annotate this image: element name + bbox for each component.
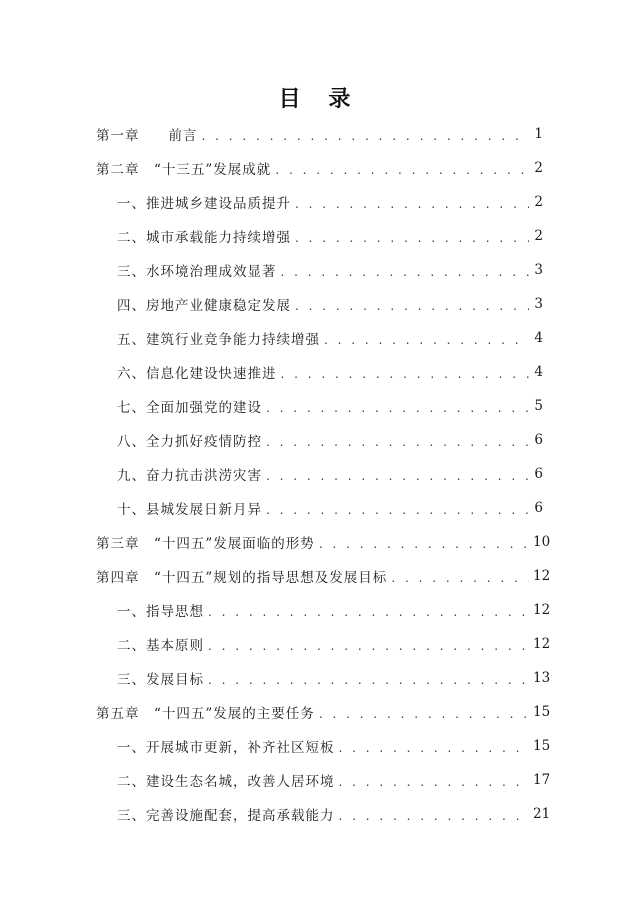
toc-entry-section[interactable] bbox=[96, 627, 551, 661]
toc-page-number: 1 bbox=[534, 126, 543, 142]
toc-page-number: 10 bbox=[533, 534, 551, 550]
toc-entry-text: 十、县城发展日新月异 bbox=[117, 502, 262, 518]
toc-page-number: 3 bbox=[534, 262, 543, 278]
toc-leader-dots bbox=[339, 776, 530, 788]
toc-entry-section[interactable] bbox=[96, 491, 543, 525]
toc-leader-dots bbox=[295, 300, 529, 312]
toc-entry-section[interactable] bbox=[96, 729, 551, 763]
toc-entry-text: 二、建设生态名城，改善人居环境 bbox=[117, 774, 335, 790]
toc-page-number: 12 bbox=[533, 568, 551, 584]
toc-entry-chapter-2[interactable] bbox=[96, 151, 543, 185]
toc-entry-text: 第四章 “十四五”规划的指导思想及发展目标 bbox=[96, 570, 388, 586]
toc-entry-text: 第二章 “十三五”发展成就 bbox=[96, 162, 272, 178]
toc-entry-section[interactable] bbox=[96, 219, 543, 253]
toc-entry-chapter-4[interactable] bbox=[96, 559, 551, 593]
toc-leader-dots bbox=[295, 198, 529, 210]
toc-leader-dots bbox=[266, 436, 529, 448]
toc-entry-section[interactable] bbox=[96, 355, 543, 389]
toc-entry-text: 三、完善设施配套，提高承载能力 bbox=[117, 808, 335, 824]
toc-page-number: 2 bbox=[534, 160, 543, 176]
toc-entry-text: 六、信息化建设快速推进 bbox=[117, 366, 277, 382]
toc-entry-section[interactable] bbox=[96, 287, 543, 321]
toc-entry-text: 一、推进城乡建设品质提升 bbox=[117, 196, 291, 212]
toc-page-number: 17 bbox=[533, 772, 551, 788]
table-of-contents bbox=[96, 117, 551, 831]
toc-entry-text: 二、基本原则 bbox=[117, 638, 204, 654]
toc-leader-dots bbox=[281, 368, 530, 380]
toc-leader-dots bbox=[319, 708, 529, 720]
toc-entry-section[interactable] bbox=[96, 797, 551, 831]
toc-entry-text: 五、建筑行业竞争能力持续增强 bbox=[117, 332, 320, 348]
toc-page-number: 12 bbox=[533, 636, 551, 652]
toc-entry-text: 第三章 “十四五”发展面临的形势 bbox=[96, 536, 315, 552]
toc-page-number: 2 bbox=[534, 194, 543, 210]
toc-leader-dots bbox=[319, 538, 529, 550]
toc-page-number: 15 bbox=[533, 704, 551, 720]
toc-page-number: 2 bbox=[534, 228, 543, 244]
toc-entry-section[interactable] bbox=[96, 389, 543, 423]
toc-leader-dots bbox=[295, 232, 529, 244]
toc-leader-dots bbox=[339, 742, 530, 754]
toc-leader-dots bbox=[208, 674, 529, 686]
toc-leader-dots bbox=[275, 164, 529, 176]
toc-page-number: 3 bbox=[534, 296, 543, 312]
toc-page-number: 4 bbox=[534, 364, 543, 380]
toc-page-number: 6 bbox=[534, 500, 543, 516]
toc-page-number: 21 bbox=[533, 806, 551, 822]
toc-entry-section[interactable] bbox=[96, 321, 543, 355]
toc-page-number: 4 bbox=[534, 330, 543, 346]
toc-leader-dots bbox=[208, 606, 529, 618]
toc-page-number: 6 bbox=[534, 466, 543, 482]
toc-entry-chapter-3[interactable] bbox=[96, 525, 551, 559]
toc-page-number: 15 bbox=[533, 738, 551, 754]
toc-entry-chapter-1[interactable] bbox=[96, 117, 543, 151]
toc-leader-dots bbox=[266, 402, 529, 414]
toc-leader-dots bbox=[266, 470, 529, 482]
toc-page-number: 12 bbox=[533, 602, 551, 618]
toc-leader-dots bbox=[324, 334, 529, 346]
toc-entry-text: 七、全面加强党的建设 bbox=[117, 400, 262, 416]
toc-entry-text: 二、城市承载能力持续增强 bbox=[117, 230, 291, 246]
toc-entry-chapter-5[interactable] bbox=[96, 695, 551, 729]
toc-entry-section[interactable] bbox=[96, 423, 543, 457]
toc-entry-text: 三、发展目标 bbox=[117, 672, 204, 688]
toc-leader-dots bbox=[208, 640, 529, 652]
toc-leader-dots bbox=[339, 810, 530, 822]
toc-entry-section[interactable] bbox=[96, 593, 551, 627]
toc-entry-text: 四、房地产业健康稳定发展 bbox=[117, 298, 291, 314]
toc-page-number: 13 bbox=[533, 670, 551, 686]
toc-entry-text: 九、奋力抗击洪涝灾害 bbox=[117, 468, 262, 484]
toc-entry-text: 第一章 前言 bbox=[96, 128, 198, 144]
toc-entry-section[interactable] bbox=[96, 661, 551, 695]
page-title: 目 录 bbox=[278, 87, 361, 112]
toc-leader-dots bbox=[281, 266, 530, 278]
toc-entry-section[interactable] bbox=[96, 457, 543, 491]
toc-entry-text: 一、指导思想 bbox=[117, 604, 204, 620]
toc-entry-text: 第五章 “十四五”发展的主要任务 bbox=[96, 706, 315, 722]
toc-page-number: 5 bbox=[534, 398, 543, 414]
toc-leader-dots bbox=[391, 572, 529, 584]
toc-leader-dots bbox=[266, 504, 529, 516]
toc-entry-text: 八、全力抓好疫情防控 bbox=[117, 434, 262, 450]
toc-entry-section[interactable] bbox=[96, 253, 543, 287]
toc-entry-text: 一、开展城市更新，补齐社区短板 bbox=[117, 740, 335, 756]
toc-entry-section[interactable] bbox=[96, 763, 551, 797]
toc-entry-section[interactable] bbox=[96, 185, 543, 219]
toc-entry-text: 三、水环境治理成效显著 bbox=[117, 264, 277, 280]
toc-page-number: 6 bbox=[534, 432, 543, 448]
toc-leader-dots bbox=[202, 130, 530, 142]
